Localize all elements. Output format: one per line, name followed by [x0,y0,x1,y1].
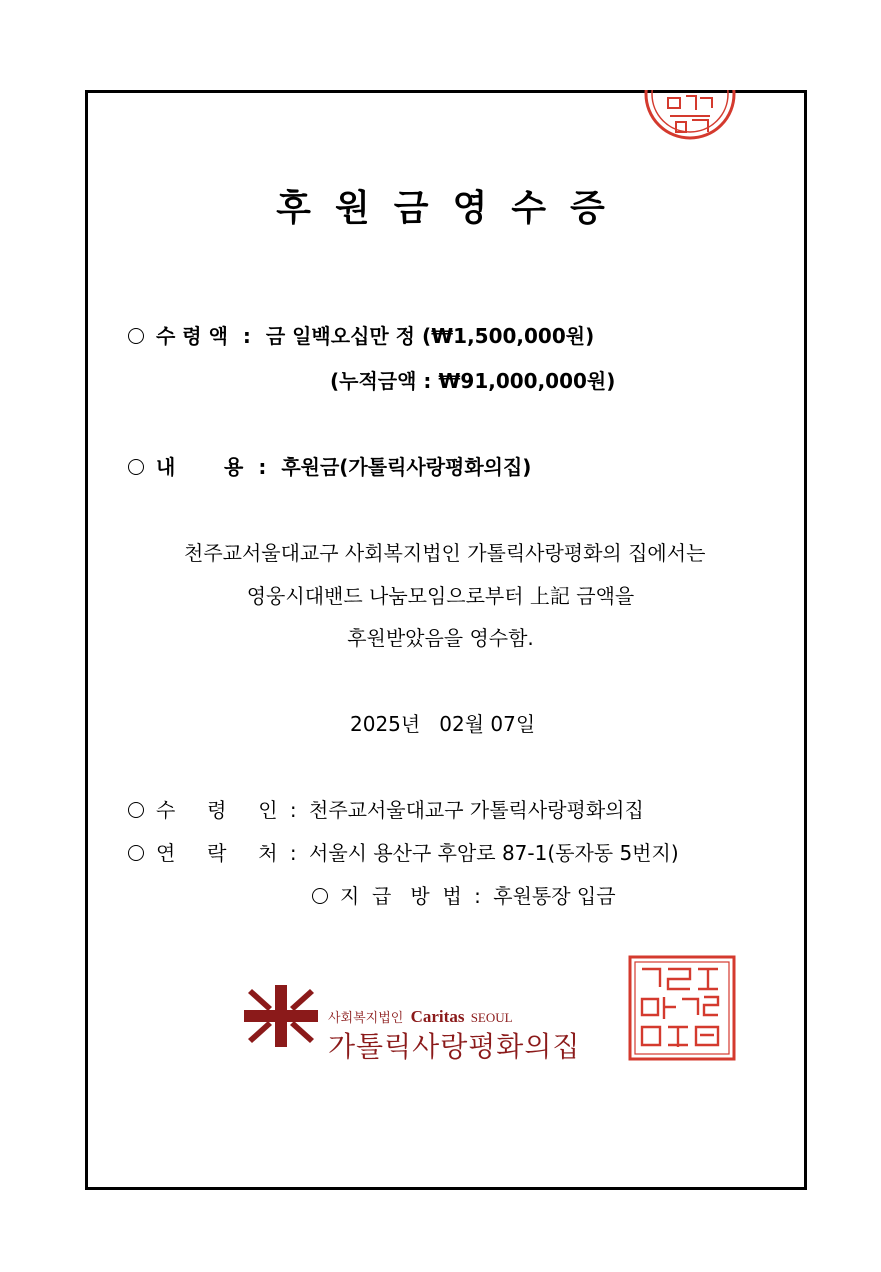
circle-bullet-icon [128,845,144,861]
cumulative-amount: (누적금액 : ₩91,000,000원) [330,369,616,393]
logo-org-name: 가톨릭사랑평화의집 [328,1030,581,1063]
content-label: 내 용 [156,455,244,479]
logo-org-small: 사회복지법인 [328,1010,404,1025]
recipient-value: 천주교서울대교구 가톨릭사랑평화의집 [309,798,644,822]
issue-date: 2025년 02월 07일 [350,712,536,736]
payment-label: 지 급 방 법 [340,884,462,908]
recipient-row: 수 령 인 : 천주교서울대교구 가톨릭사랑평화의집 [128,794,644,823]
logo-city: SEOUL [470,1010,513,1025]
amount-label: 수 령 액 [156,324,228,348]
amount-row: 수 령 액 : 금 일백오십만 정 (₩1,500,000원) [128,320,594,349]
body-line-1: 천주교서울대교구 사회복지법인 가톨릭사랑평화의 집에서는 [184,541,706,565]
contact-value: 서울시 용산구 후암로 87-1(동자동 5번지) [309,841,679,865]
circle-bullet-icon [128,328,144,344]
logo-brand: Caritas [410,1007,465,1026]
body-line-2: 영웅시대밴드 나눔모임으로부터 上記 금액을 [246,584,635,608]
circle-bullet-icon [312,888,328,904]
content-row: 내 용 : 후원금(가톨릭사랑평화의집) [128,451,531,480]
contact-row: 연 락 처 : 서울시 용산구 후암로 87-1(동자동 5번지) [128,837,679,866]
recipient-label: 수 령 인 [156,798,278,822]
square-seal-stamp [628,955,736,1061]
circle-bullet-icon [128,459,144,475]
amount-value: 금 일백오십만 정 (₩1,500,000원) [265,324,595,348]
contact-label: 연 락 처 [156,841,278,865]
document-title: 후원금영수증 [276,188,629,229]
payment-value: 후원통장 입금 [493,884,616,908]
content-value: 후원금(가톨릭사랑평화의집) [281,455,532,479]
round-seal-stamp [640,90,740,146]
caritas-cross-icon [244,985,318,1047]
body-line-3: 후원받았음을 영수함. [347,626,534,650]
logo-top-line [328,1007,513,1027]
payment-row: 지 급 방 법 : 후원통장 입금 [312,880,616,909]
circle-bullet-icon [128,802,144,818]
